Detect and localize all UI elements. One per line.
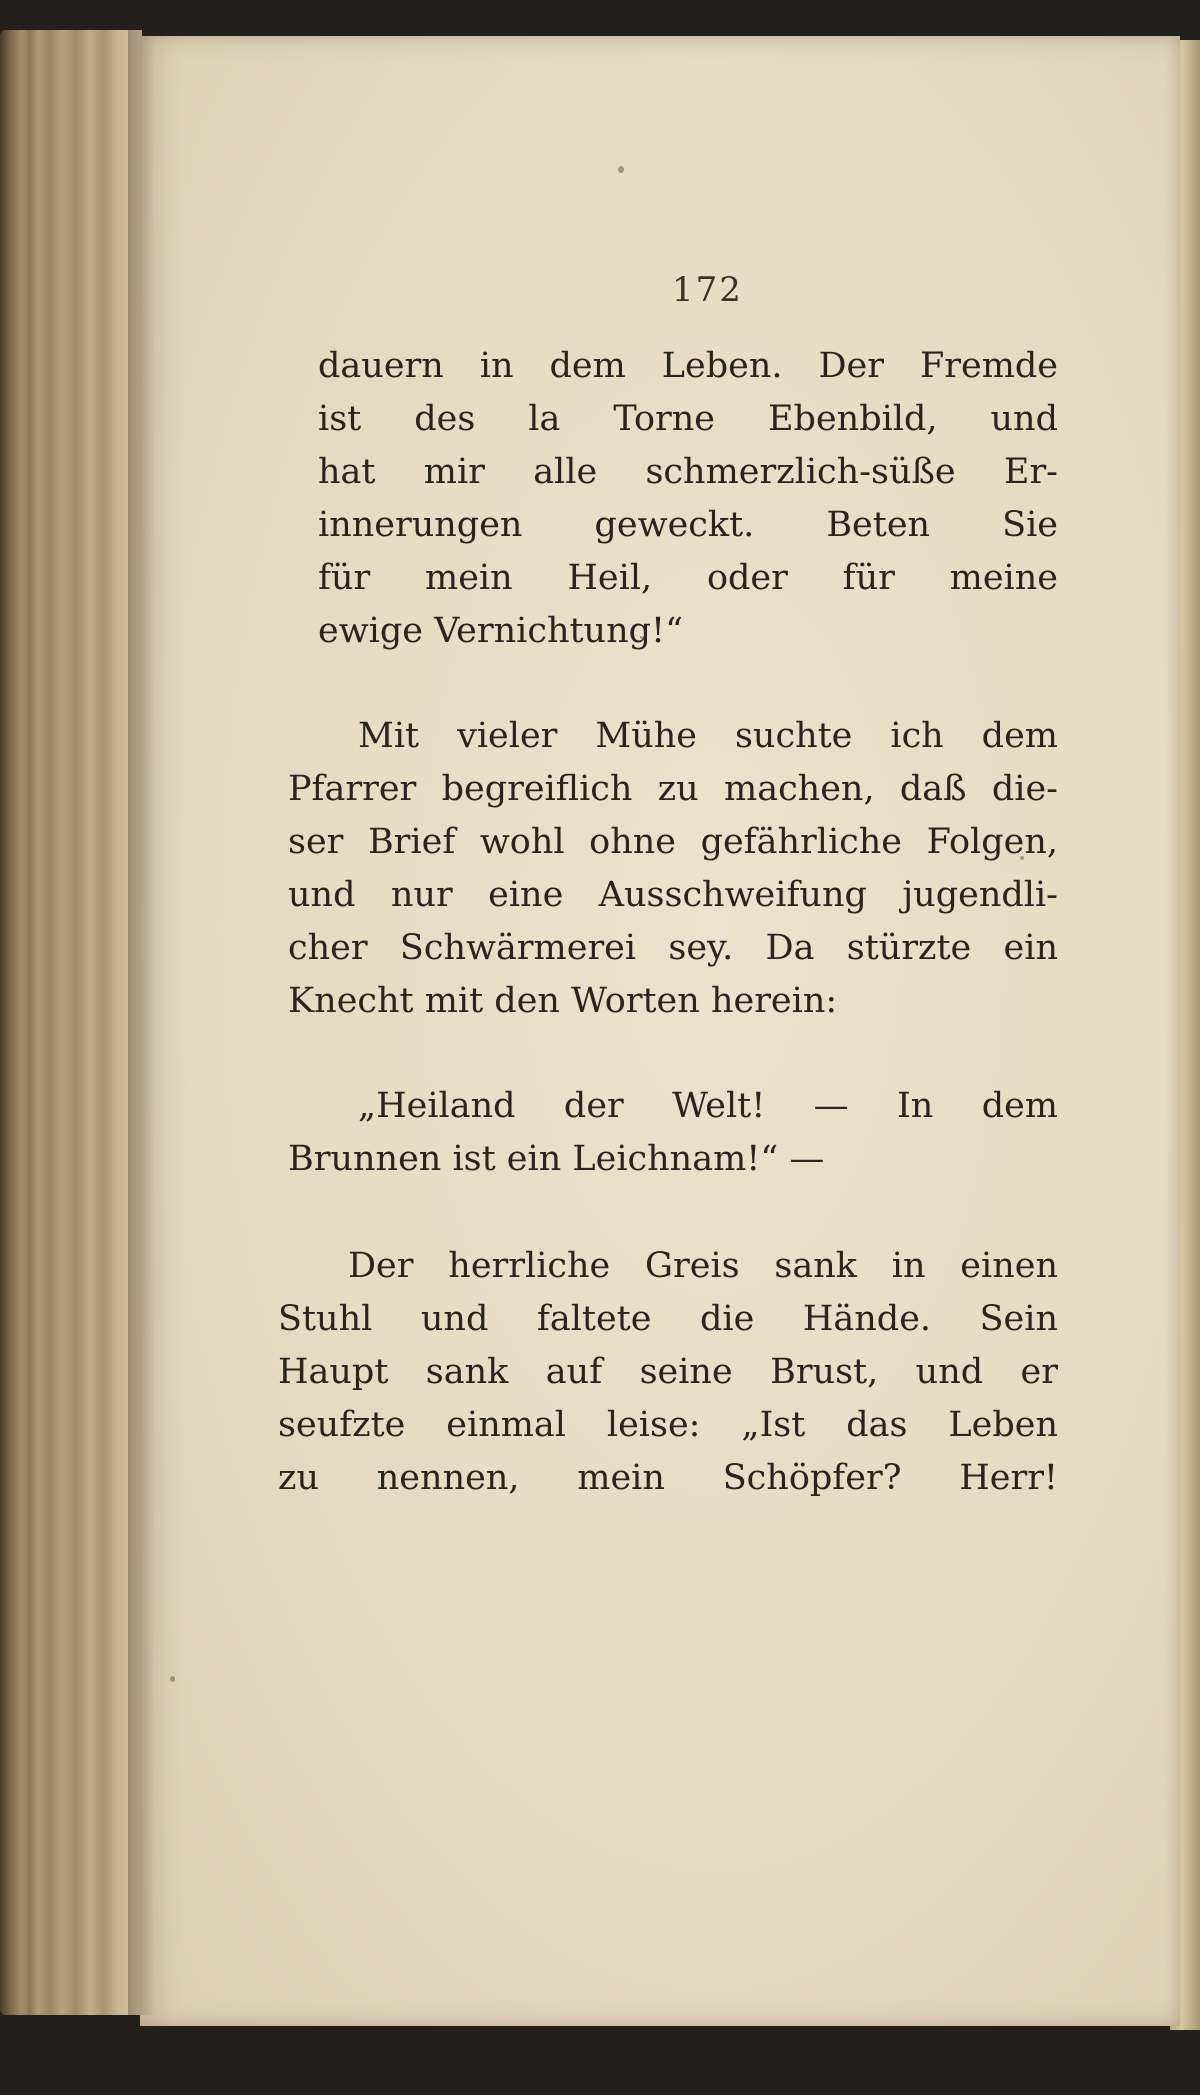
text-line: dauern in dem Leben. Der Fremde <box>318 346 1058 386</box>
text-line: Haupt sank auf seine Brust, und er <box>278 1352 1058 1392</box>
text-line: hat mir alle schmerzlich-süße Er- <box>318 452 1058 492</box>
paragraph <box>288 710 1058 1028</box>
text-line: Brunnen ist ein Leichnam!“ — <box>288 1139 825 1179</box>
gutter-shadow <box>128 30 154 2015</box>
text-line: cher Schwärmerei sey. Da stürzte ein <box>288 928 1058 968</box>
book-page <box>140 36 1180 2026</box>
text-line: Knecht mit den Worten herein: <box>288 981 838 1021</box>
text-line: und nur eine Ausschweifung jugendli- <box>288 875 1058 915</box>
text-line: seufzte einmal leise: „Ist das Leben <box>278 1405 1058 1445</box>
text-line: „Heiland der Welt! — In dem <box>358 1086 1058 1126</box>
text-line: für mein Heil, oder für meine <box>318 558 1058 598</box>
text-line: ist des la Torne Ebenbild, und <box>318 399 1058 439</box>
text-line: Stuhl und faltete die Hände. Sein <box>278 1299 1058 1339</box>
text-line: innerungen geweckt. Beten Sie <box>318 505 1058 545</box>
text-line: ser Brief wohl ohne gefährliche Folgen, <box>288 822 1058 862</box>
text-line: Pfarrer begreiflich zu machen, daß die- <box>288 769 1058 809</box>
text-line: ewige Vernichtung!“ <box>318 611 684 651</box>
paper-speck <box>618 166 624 173</box>
text-line: Der herrliche Greis sank in einen <box>348 1246 1058 1286</box>
text-line: zu nennen, mein Schöpfer? Herr! <box>278 1458 1058 1498</box>
book-page-edges <box>0 30 142 2015</box>
paragraph <box>318 340 1058 658</box>
paragraph <box>278 1240 1058 1505</box>
paragraph <box>288 1080 1058 1186</box>
page-number: 172 <box>672 270 743 310</box>
paper-speck <box>170 1676 175 1682</box>
text-line: Mit vieler Mühe suchte ich dem <box>358 716 1058 756</box>
